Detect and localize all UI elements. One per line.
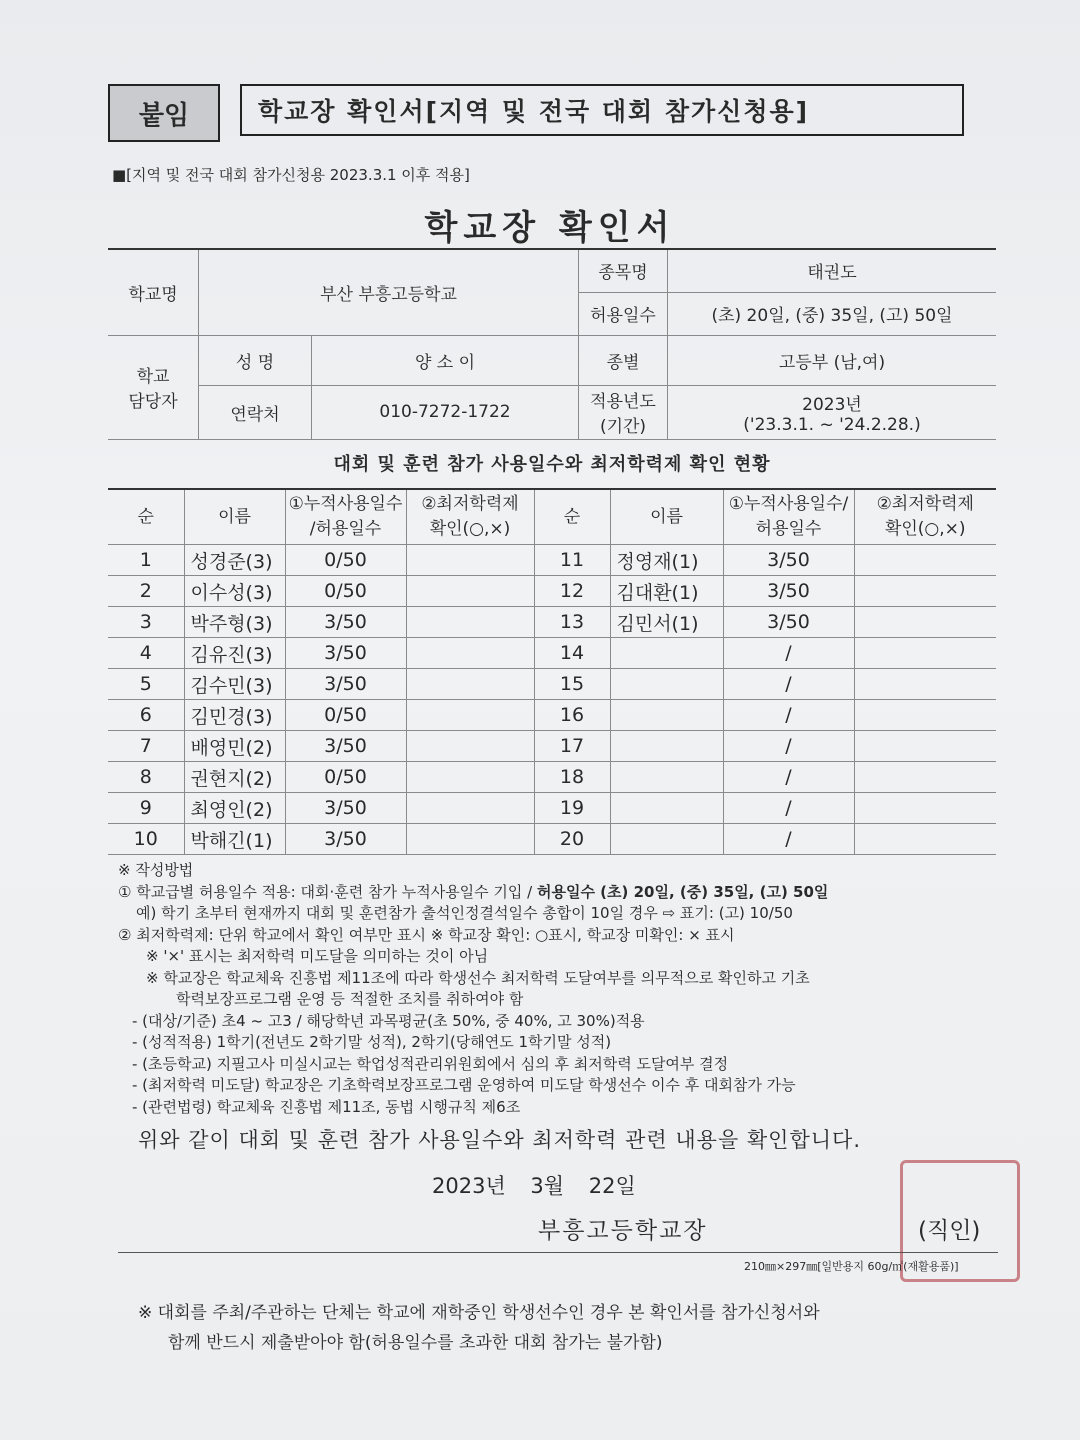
principal-title: 부흥고등학교장 (538, 1218, 708, 1244)
student-name (610, 669, 723, 700)
student-name (610, 638, 723, 669)
academic-mark (406, 793, 534, 824)
academic-mark (406, 731, 534, 762)
row-no: 1 (108, 545, 184, 576)
header-academic-right-line1: ②최저학력제 (876, 494, 974, 514)
table-row (108, 545, 996, 576)
student-name (610, 762, 723, 793)
used-days: / (723, 700, 854, 731)
note-2-sub2b: 학력보장프로그램 운영 등 적절한 조치를 취하여야 함 (176, 990, 524, 1008)
contact-value: 010-7272-1722 (312, 385, 579, 439)
manager-label-line1: 학교 (136, 367, 170, 387)
year-value (668, 385, 997, 439)
header-academic-right-line2: 확인(○,×) (884, 519, 966, 539)
header-academic-line2: 확인(○,×) (429, 519, 511, 539)
year-label-line2: (기간) (599, 417, 647, 437)
school-name-value: 부산 부흥고등학교 (199, 249, 579, 335)
table-row (108, 576, 996, 607)
header-days-line1: ①누적사용일수 (288, 494, 403, 514)
header-academic-right (854, 489, 996, 545)
used-days: 0/50 (285, 576, 406, 607)
header-title: 학교장 확인서[지역 및 전국 대회 참가신청용] (240, 84, 964, 136)
note-2-sub2a: ※ 학교장은 학교체육 진흥법 제11조에 따라 학생선수 최저학력 도달여부를 의무적으로 확인하고 기초 (146, 968, 810, 987)
row-no: 8 (108, 762, 184, 793)
year-label (579, 385, 668, 439)
year-period: ('23.3.1. ~ '24.2.28.) (743, 414, 921, 435)
submission-footnote (138, 1298, 820, 1358)
row-no: 9 (108, 793, 184, 824)
used-days: / (723, 762, 854, 793)
footnote-line2: 함께 반드시 제출받아야 함(허용일수를 초과한 대회 참가는 불가함) (168, 1333, 663, 1353)
student-name: 김민경(3) (184, 700, 285, 731)
used-days: 3/50 (285, 793, 406, 824)
manager-name-label: 성 명 (199, 335, 312, 385)
confirmation-statement: 위와 같이 대회 및 훈련 참가 사용일수와 최저학력 관련 내용을 확인합니다. (138, 1128, 862, 1152)
paper-spec: 210㎜×297㎜[일반용지 60g/㎡(재활용품)] (744, 1260, 959, 1273)
row-no: 3 (108, 607, 184, 638)
note-1-text: ① 학교급별 허용일수 적용: 대회·훈련 참가 누적사용일수 기입 / (118, 882, 537, 901)
student-name (610, 824, 723, 855)
row-no: 11 (534, 545, 610, 576)
header-academic-line1: ②최저학력제 (421, 494, 519, 514)
student-name: 박주형(3) (184, 607, 285, 638)
student-name: 김대환(1) (610, 576, 723, 607)
sport-value: 태권도 (668, 249, 997, 292)
header-academic (406, 489, 534, 545)
school-name-label: 학교명 (108, 249, 199, 335)
student-name: 김민서(1) (610, 607, 723, 638)
student-name: 정영재(1) (610, 545, 723, 576)
used-days: 3/50 (285, 638, 406, 669)
allowed-days-label: 허용일수 (579, 292, 668, 335)
row-no: 20 (534, 824, 610, 855)
used-days: 3/50 (723, 576, 854, 607)
used-days: 3/50 (285, 669, 406, 700)
row-no: 19 (534, 793, 610, 824)
used-days: 0/50 (285, 545, 406, 576)
table-row (108, 638, 996, 669)
row-no: 7 (108, 731, 184, 762)
table-row (108, 607, 996, 638)
header-days-line2: /허용일수 (309, 519, 382, 539)
row-no: 13 (534, 607, 610, 638)
academic-mark (854, 762, 996, 793)
table-row (108, 762, 996, 793)
student-name: 최영인(2) (184, 793, 285, 824)
header-days-right-line2: 허용일수 (755, 519, 822, 539)
row-no: 5 (108, 669, 184, 700)
student-name: 김유진(3) (184, 638, 285, 669)
table-header-row (108, 489, 996, 545)
student-name: 배영민(2) (184, 731, 285, 762)
used-days: / (723, 638, 854, 669)
used-days: 3/50 (285, 824, 406, 855)
table-row (108, 700, 996, 731)
used-days: 0/50 (285, 700, 406, 731)
student-name: 박해긴(1) (184, 824, 285, 855)
seal-label: (직인) (918, 1218, 981, 1244)
student-name (610, 793, 723, 824)
academic-mark (854, 731, 996, 762)
category-value: 고등부 (남,여) (668, 335, 997, 385)
used-days: 3/50 (285, 607, 406, 638)
student-name: 권현지(2) (184, 762, 285, 793)
attachment-tag: 붙임 (108, 84, 220, 142)
detail-2: - (성적적용) 1학기(전년도 2학기말 성적), 2학기(당해연도 1학기말 성적) (132, 1033, 612, 1051)
sport-label: 종목명 (579, 249, 668, 292)
writing-instructions (118, 860, 1018, 1118)
header-days (285, 489, 406, 545)
academic-mark (854, 793, 996, 824)
academic-mark (854, 607, 996, 638)
row-no: 10 (108, 824, 184, 855)
table-row (108, 824, 996, 855)
footnote-line1: ※ 대회를 주최/주관하는 단체는 학교에 재학중인 학생선수인 경우 본 확인서를 참가신청서와 (138, 1303, 820, 1323)
header-days-right (723, 489, 854, 545)
academic-mark (406, 576, 534, 607)
academic-mark (406, 824, 534, 855)
used-days: / (723, 793, 854, 824)
row-no: 2 (108, 576, 184, 607)
header-no: 순 (108, 489, 184, 545)
document-title: 학교장 확인서 (424, 208, 676, 248)
contact-label: 연락처 (199, 385, 312, 439)
used-days: / (723, 824, 854, 855)
notes-heading: ※ 작성방법 (118, 861, 194, 879)
student-name: 김수민(3) (184, 669, 285, 700)
academic-mark (854, 576, 996, 607)
used-days: 0/50 (285, 762, 406, 793)
academic-mark (854, 824, 996, 855)
detail-4: - (최저학력 미도달) 학교장은 기초학력보장프로그램 운영하여 미도달 학생선수 이수 후 대회참가 가능 (132, 1076, 796, 1094)
note-1-example: 예) 학기 초부터 현재까지 대회 및 훈련참가 출석인정결석일수 총합이 10일 경우 ⇨ 표기: (고) 10/50 (136, 904, 793, 922)
row-no: 6 (108, 700, 184, 731)
application-note: ■[지역 및 전국 대회 참가신청용 2023.3.1 이후 적용] (112, 166, 470, 184)
header-no-right: 순 (534, 489, 610, 545)
used-days: 3/50 (285, 731, 406, 762)
academic-mark (406, 545, 534, 576)
academic-mark (406, 762, 534, 793)
academic-mark (854, 545, 996, 576)
manager-name-value: 양 소 이 (312, 335, 579, 385)
academic-mark (406, 638, 534, 669)
table-row (108, 731, 996, 762)
year-label-line1: 적용년도 (590, 392, 656, 412)
note-1-bold: 허용일수 (초) 20일, (중) 35일, (고) 50일 (537, 882, 829, 901)
header-days-right-line1: ①누적사용일수/ (728, 494, 849, 514)
detail-1: - (대상/기준) 초4 ~ 고3 / 해당학년 과목평균(초 50%, 중 40%, 고 30%)적용 (132, 1011, 645, 1030)
category-label: 종별 (579, 335, 668, 385)
row-no: 16 (534, 700, 610, 731)
academic-mark (406, 700, 534, 731)
student-name: 성경준(3) (184, 545, 285, 576)
note-1 (118, 882, 1018, 904)
row-no: 18 (534, 762, 610, 793)
used-days: / (723, 669, 854, 700)
used-days: 3/50 (723, 607, 854, 638)
used-days: / (723, 731, 854, 762)
note-2: ② 최저학력제: 단위 학교에서 확인 여부만 표시 ※ 학교장 확인: ○표시, 학교장 미확인: × 표시 (118, 925, 735, 944)
school-info-table (108, 248, 996, 440)
year-value-line1: 2023년 (802, 394, 862, 415)
detail-3: - (초등학교) 지필고사 미실시교는 학업성적관리위원회에서 심의 후 최저학력 도달여부 결정 (132, 1054, 729, 1073)
table-row (108, 793, 996, 824)
academic-mark (854, 638, 996, 669)
student-name: 이수성(3) (184, 576, 285, 607)
manager-label-line2: 담당자 (128, 392, 178, 412)
status-section-title: 대회 및 훈련 참가 사용일수와 최저학력제 확인 현황 (333, 454, 771, 475)
row-no: 12 (534, 576, 610, 607)
student-name (610, 700, 723, 731)
row-no: 4 (108, 638, 184, 669)
student-name (610, 731, 723, 762)
row-no: 14 (534, 638, 610, 669)
academic-mark (406, 607, 534, 638)
table-row (108, 669, 996, 700)
manager-label (108, 335, 199, 439)
header-name: 이름 (184, 489, 285, 545)
row-no: 15 (534, 669, 610, 700)
allowed-days-value: (초) 20일, (중) 35일, (고) 50일 (668, 292, 997, 335)
used-days: 3/50 (723, 545, 854, 576)
note-2-sub1: ※ '×' 표시는 최저학력 미도달을 의미하는 것이 아님 (146, 947, 489, 965)
row-no: 17 (534, 731, 610, 762)
issue-date: 2023년 3월 22일 (432, 1174, 636, 1198)
divider (118, 1252, 998, 1253)
header-name-right: 이름 (610, 489, 723, 545)
academic-mark (854, 669, 996, 700)
participation-table (108, 488, 996, 855)
academic-mark (854, 700, 996, 731)
detail-5: - (관련법령) 학교체육 진흥법 제11조, 동법 시행규칙 제6조 (132, 1097, 521, 1116)
academic-mark (406, 669, 534, 700)
